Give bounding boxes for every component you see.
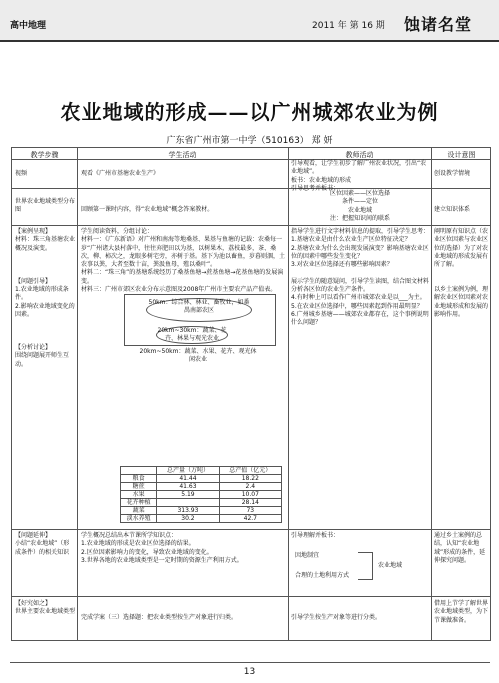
diagram-left-bottom: 合理的土地利用方式 [295, 572, 350, 579]
table-row: 粮食 41.44 18.22 [121, 475, 282, 483]
column-divider [288, 148, 289, 640]
zone-label-middle: 20km~30km：蔬菜、花卉、林果与观光农业 [157, 327, 227, 342]
student-cell: 学生概况总结出本节课所学知识点： 1.农业地域的形成是农业区位选择的结果。 2.区位因素影响力的变化，导致农业地域的变化。 3.世界各地的农业地域类型是一定时期的资源生产利用方式。 [81, 532, 243, 564]
row-divider [12, 596, 490, 597]
intent-cell: 阐明原有知识点（农业区位因素与农业区位的选择）为了对农业地域的形成发展有所了解。 以乡土案例为例，理解农业区位因素对农业地域形成和发展的影响作用。 [434, 228, 489, 318]
diagram-left-top: 因地制宜 [295, 552, 320, 559]
intent-cell: 建立知识体系 [434, 206, 471, 213]
table-row: 糖蔗 41.63 2.4 [121, 483, 282, 491]
row-divider [12, 188, 490, 189]
teacher-cell: 区位因素——区位选择 条件——定位 农业地域 注：把握知识间的联系 [329, 190, 390, 222]
header-rule [0, 40, 499, 42]
step-cell: 视频 [15, 170, 28, 177]
row-divider [12, 225, 490, 226]
intent-cell: 借用上节学了解世界农业地域类型，为下节课做准备。 [434, 600, 489, 624]
step-cell: 【案例呈现】 材料：珠三角基塘农业概况及演变。 【问题引导】 1.农业地域的形成条件。 2.影响农业地域变化的因素。 【分析讨论】 围绕问题展开师生互动。 [15, 228, 76, 368]
table-row: 蔬菜 313.93 73 [121, 507, 282, 515]
diagram-bracket [358, 552, 373, 580]
column-divider [431, 148, 432, 640]
teacher-cell: 引导学生按生产对象等进行分类。 [291, 614, 382, 621]
page-number: 13 [243, 667, 256, 677]
header-student: 学生活动 [168, 151, 197, 159]
table-row: 淡水养殖 30.2 42.7 [121, 515, 282, 523]
magazine-logo: 蚀诸名堂 [404, 15, 473, 34]
step-cell: 世界农业地域类型分布图 [15, 198, 76, 214]
teacher-cell: 引导观看，让学生初步了解广州农业状况，引出“农业地域”。 板书：农业地域的形成 引导思考并板书： [291, 160, 427, 192]
column-divider [77, 148, 78, 640]
zone-label-outer: 50km：综合林、林业、畜牧业，如番禺南部农区 [146, 298, 252, 322]
header-teacher: 教师活动 [345, 151, 374, 159]
table-row: 花卉种植 28.14 [121, 499, 282, 507]
zone-label-inner: 20km~50km：蔬菜、水果、花卉、观光休闲农业 [139, 348, 257, 364]
step-cell: 【好究如之】 世界主要农业地域类型 [15, 600, 76, 616]
table-row: 水果 5.19 10.07 [121, 491, 282, 499]
intent-cell: 创设教学情境 [434, 170, 471, 177]
footer-rule [10, 662, 490, 663]
row-divider [12, 529, 490, 530]
issue-number: 2011 年 第 16 期 [312, 21, 385, 31]
header-step: 教学步骤 [30, 151, 59, 159]
article-author: 广东省广州市第一中学（510163） 郑 妍 [166, 136, 333, 146]
intent-cell: 通过乡土案例的总结，认知“农业地域”形成的条件，延伸探究问题。 [434, 532, 486, 564]
teacher-cell: 引导理解并板书： [291, 532, 340, 539]
teacher-cell: 指导学生进行文字材料信息的提取，引导学生思考： 1.基塘农业是由什么农业生产区位特征决定？ 2.基塘农业为什么会出现发展演变？影响基塘农业区位的因素中哪些发生变化？ 3.对农业区位选择还有哪些影响因素？ 展示学生的随意疑问，引导学生读图，结合图文材料分析各区位的农业生产条件。 4.有时种上可以看作广州市城郊农业是以___为主。 5.在农业区位选择中，哪些因素起到作用最明显？ 6.广州城乡基塘——城郊农业都存在，这个事例说明什么问题？ [291, 228, 430, 327]
top-banner [0, 0, 499, 40]
student-cell: 完成学案（三）选择题：把农业类型按生产对象进行归类。 [81, 614, 238, 621]
student-cell: 观看《广州市基塘农业生产》 [81, 170, 160, 177]
header-intent: 设计意图 [447, 151, 476, 159]
article-title: 农业地域的形成——以广州城郊农业为例 [60, 100, 439, 124]
step-cell: 【问题延伸】 小结“农业地域”（形成条件）的相关知识 [15, 532, 70, 556]
stats-table: 总产量（万吨） 总产值（亿元） 粮食 41.44 18.22 糖蔗 41.63 2.4 水果 5.19 10.07 花卉种植 28.14 蔬菜 313.93 73 淡水养殖 30.2 42.7 [120, 466, 282, 523]
student-cell: 回顾第一课时内容，得“农业地域”概念答案教材。 [81, 206, 214, 213]
student-cell: 学生阅读资料，分组讨论： 材料一：《广东新语》对广州和南海等地桑基、果基与鱼塘的记载：农桑每一岁“广州诸大县村落中，往往弃肥田以为基，以树果木，荔枝最多，茶、桑次，柳、柿次之，龙眼多树宅旁，亦树于基。基下为池以畜鱼，岁暮则涸，土农事以粪，大者至数十亩，粪汲鱼母，殖以桑叶”。 材料二：“珠三角”的基塘系统经历了桑基鱼塘→蔗基鱼塘→花基鱼塘的发展演变。 材料三：广州市郊区农业分布示意图及2008年广州市主要农产品产值表。 [81, 228, 286, 294]
diagram-right: 农业地域 [378, 562, 403, 569]
column-name: 高中地理 [10, 21, 47, 31]
lesson-table [11, 147, 491, 641]
